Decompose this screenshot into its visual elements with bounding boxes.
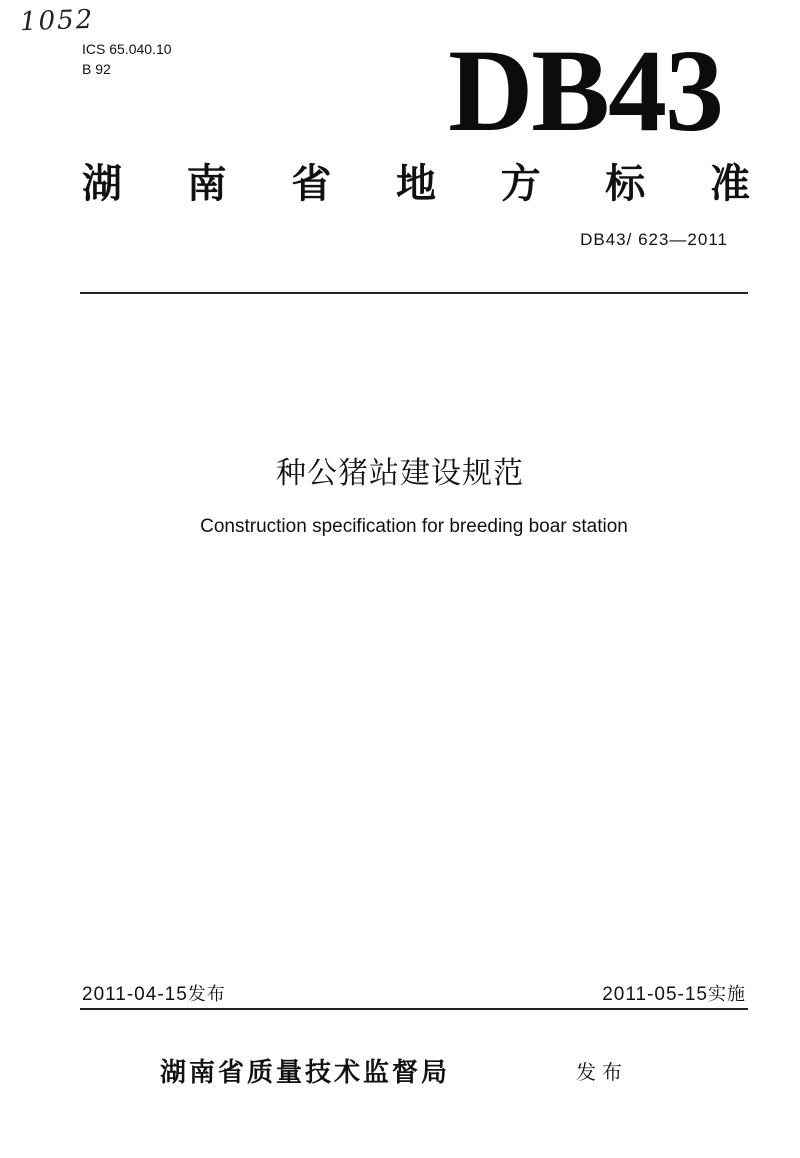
standard-type-char: 湖: [82, 161, 122, 207]
publisher-action: 发布: [576, 1060, 628, 1084]
implementation-date-label: 实施: [708, 984, 746, 1005]
footer-divider: [80, 1008, 748, 1010]
standard-number: DB43/ 623—2011: [580, 230, 728, 249]
implementation-date: [602, 980, 746, 1006]
header-divider: [80, 292, 748, 294]
title-english: Construction specification for breeding boar station: [200, 516, 628, 537]
handwritten-note: 1052: [19, 4, 95, 38]
standard-type-char: 方: [500, 161, 541, 207]
standard-type: [82, 160, 750, 208]
issue-date-label: 发布: [187, 984, 226, 1005]
implementation-date-value: 2011-05-15: [602, 984, 708, 1005]
publisher-name: 湖南省质量技术监督局: [160, 1058, 451, 1088]
standard-type-char: 省: [291, 161, 332, 207]
ccs-code: B 92: [82, 61, 111, 77]
issue-date-value: 2011-04-15: [82, 984, 188, 1005]
ics-code: ICS 65.040.10: [82, 41, 172, 57]
standard-type-char: 标: [605, 161, 646, 207]
issue-date: [82, 980, 226, 1006]
title-chinese: 种公猪站建设规范: [276, 456, 524, 491]
standard-type-char: 准: [709, 161, 750, 207]
standard-type-char: 地: [395, 161, 436, 207]
standard-type-char: 南: [186, 161, 227, 207]
standard-code-large: DB43: [448, 25, 722, 156]
